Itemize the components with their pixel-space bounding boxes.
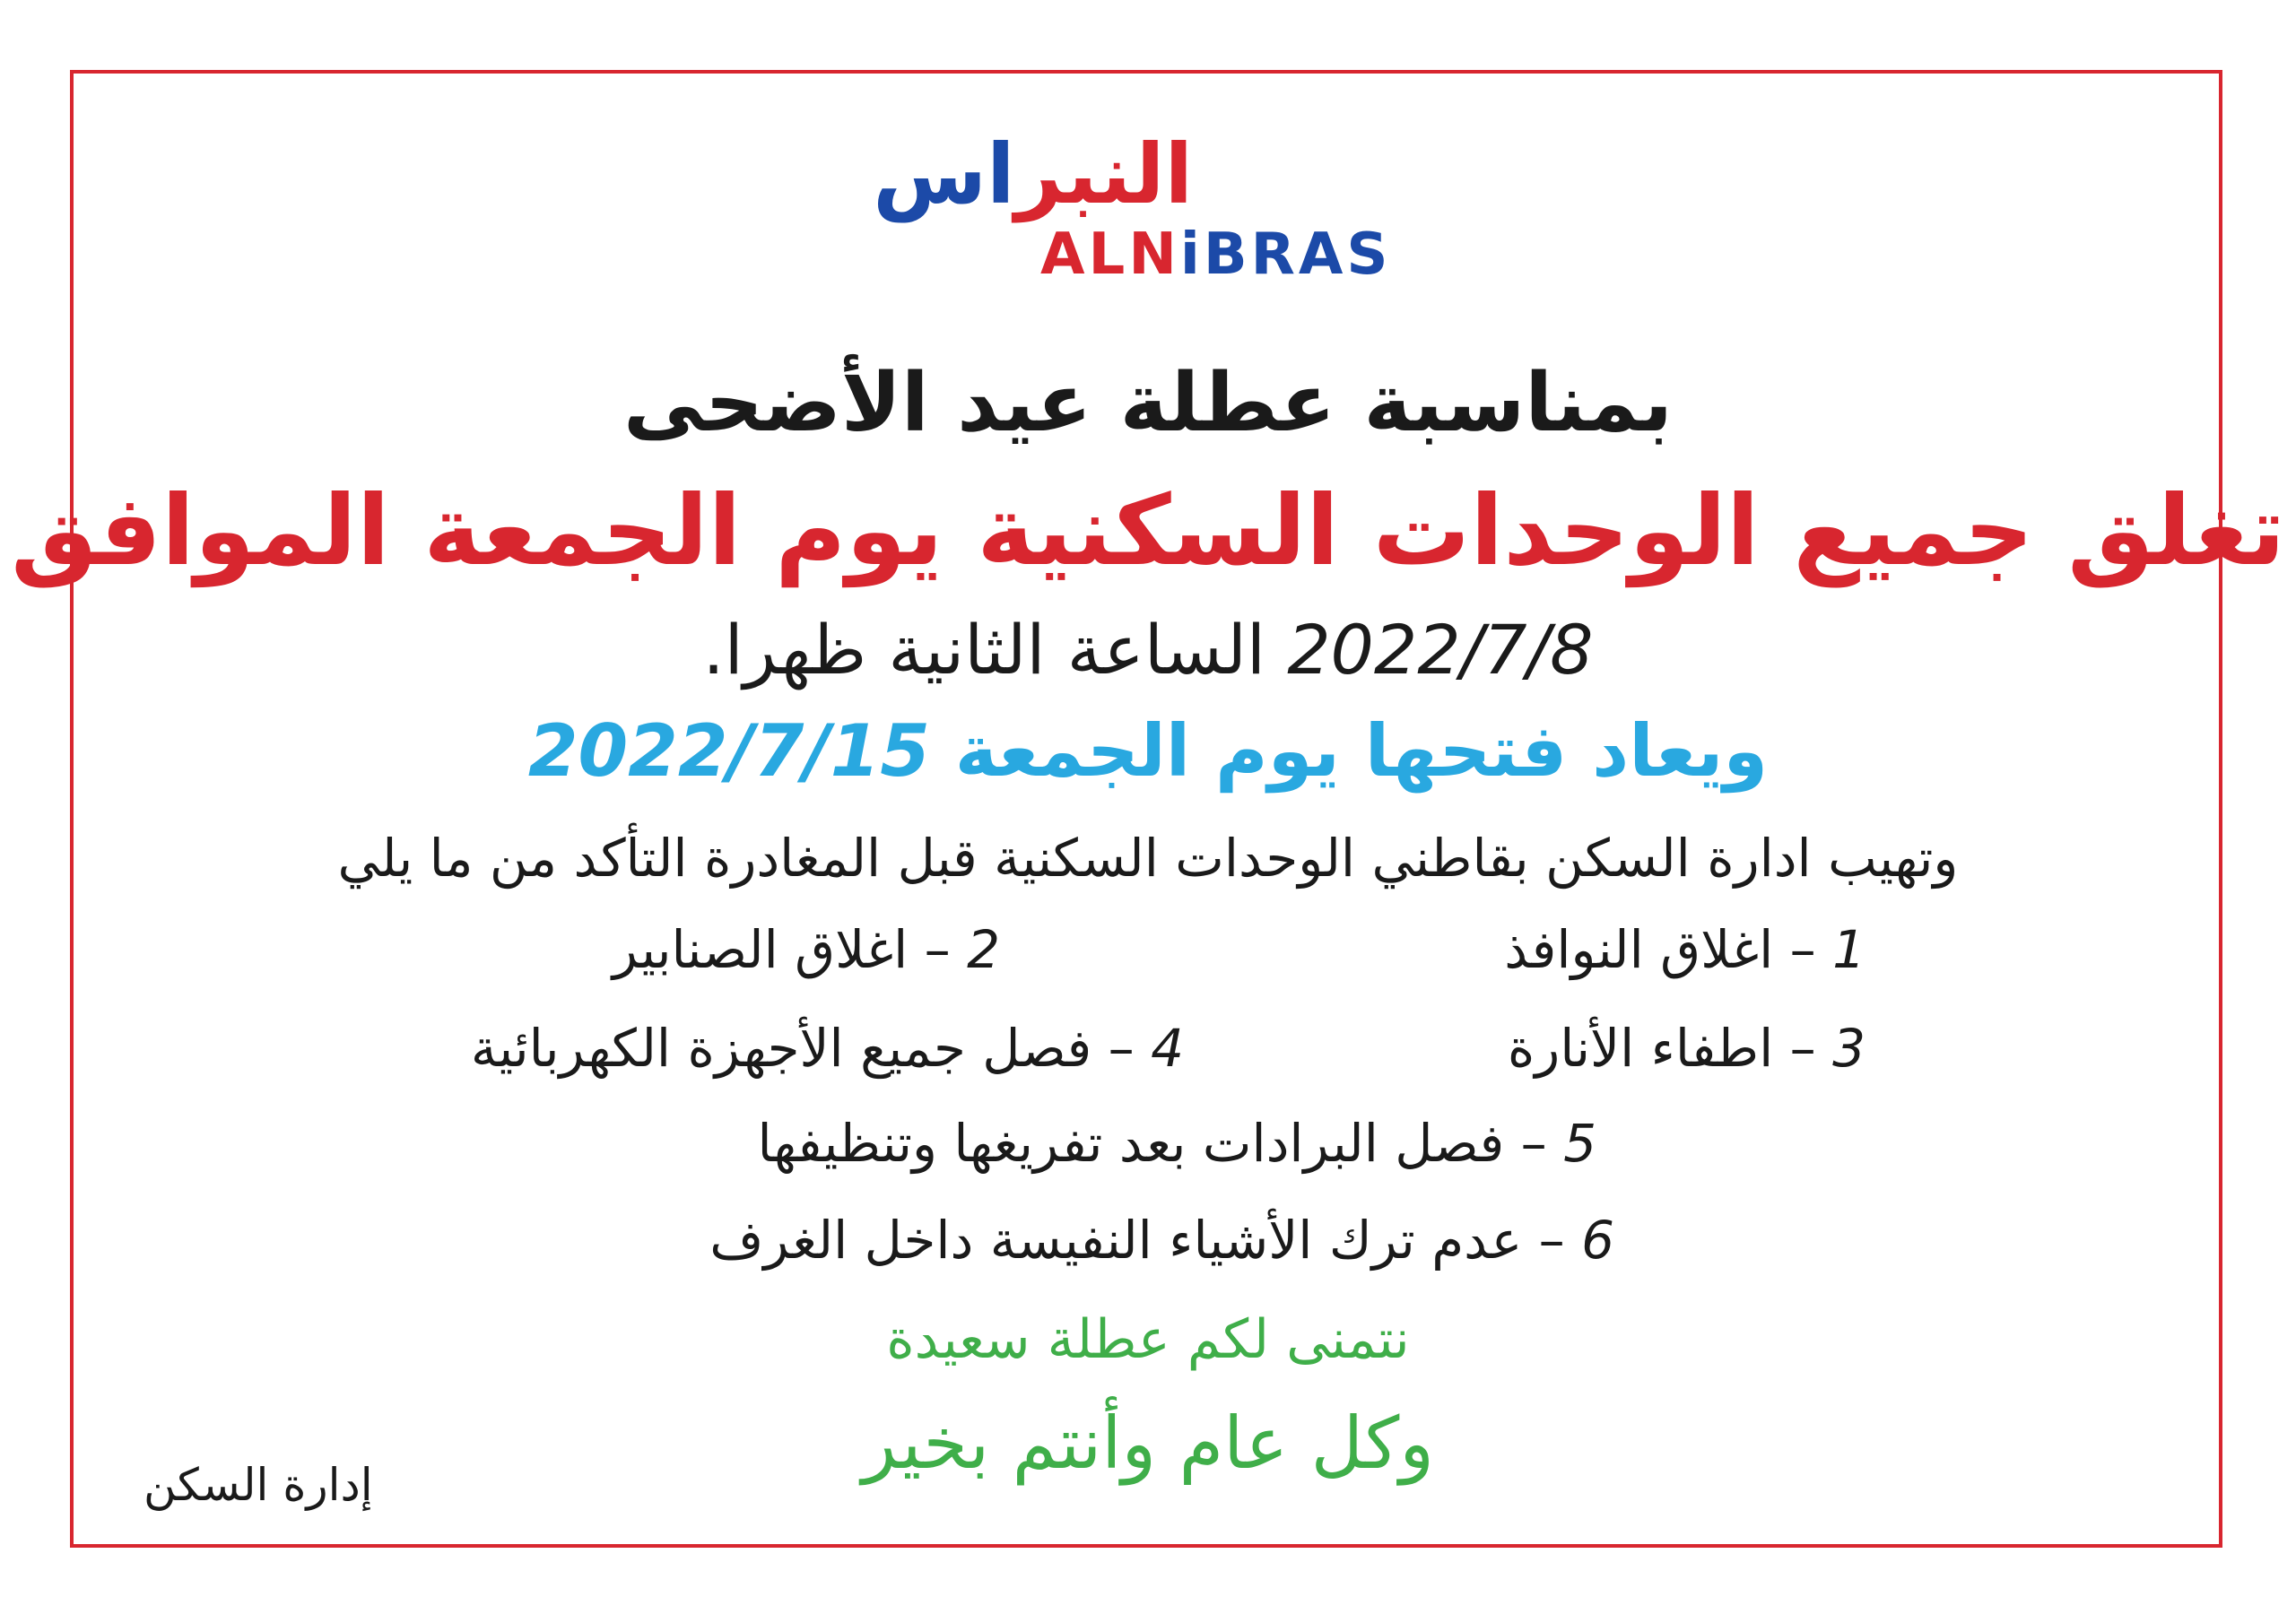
reopening-text: ويعاد فتحها يوم الجمعة: [954, 709, 1769, 793]
checklist-item-dash: –: [1789, 1018, 1816, 1079]
checklist-item-text: فصل جميع الأجهزة الكهربائية: [470, 1018, 1092, 1079]
logo-arabic-red-part: النبر: [1014, 126, 1193, 222]
residents-notice: وتهيب ادارة السكن بقاطني الوحدات السكنية قبل المغادرة التأكد من ما يلي: [337, 828, 1959, 889]
logo-english-red-part: ALN: [1040, 221, 1180, 288]
checklist-item-number: 6: [1581, 1210, 1614, 1271]
checklist-item-text: فصل البرادات بعد تفريغها وتنظيفها: [757, 1113, 1505, 1174]
housing-administration-signature: إدارة السكن: [144, 1459, 373, 1511]
checklist-item-dash: –: [1538, 1210, 1565, 1271]
alnibras-logo: [873, 126, 1392, 288]
occasion-title: بمناسبة عطلة عيد الأضحى: [623, 356, 1673, 450]
checklist-item: [1504, 916, 1866, 983]
checklist-item-dash: –: [1108, 1018, 1135, 1079]
closure-time: الساعة الثانية ظهرا.: [702, 610, 1266, 690]
checklist-item: [613, 916, 1000, 983]
logo-arabic-blue-part: اس: [873, 126, 1015, 222]
holiday-wish: نتمنى لكم عطلة سعيدة: [886, 1308, 1410, 1371]
checklist-item-text: اغلاق النوافذ: [1504, 919, 1774, 980]
checklist-item-dash: –: [1520, 1113, 1547, 1174]
checklist-item: [471, 1015, 1184, 1081]
logo-english-wordmark: [1040, 222, 1399, 287]
reopening-date: 2022/7/15: [527, 709, 930, 793]
checklist-item-text: اغلاق الصنابير: [612, 919, 909, 980]
checklist-item: [709, 1207, 1614, 1273]
checklist-item: [758, 1110, 1596, 1176]
checklist-item-number: 1: [1832, 919, 1866, 980]
logo-arabic-wordmark: [873, 126, 1193, 224]
reopening-line: [0, 708, 2296, 794]
checklist-item-dash: –: [1789, 919, 1816, 980]
checklist-item-text: عدم ترك الأشياء النفيسة داخل الغرف: [709, 1210, 1523, 1271]
checklist-item-number: 5: [1563, 1113, 1596, 1174]
logo-english-blue-part: iBRAS: [1179, 221, 1392, 288]
closure-date: 2022/7/8: [1287, 610, 1594, 690]
holiday-greeting: وكل عام وأنتم بخير: [862, 1402, 1434, 1485]
checklist-item-number: 2: [967, 919, 1000, 980]
closure-date-line: [0, 610, 2296, 690]
checklist-item-text: اطفاء الأنارة: [1507, 1018, 1774, 1079]
checklist-item-number: 4: [1151, 1018, 1184, 1079]
checklist-item-number: 3: [1832, 1018, 1866, 1079]
closure-headline: تغلق جميع الوحدات السكنية يوم الجمعة الموافق: [10, 475, 2286, 587]
checklist-item: [1508, 1015, 1866, 1081]
checklist-item-dash: –: [924, 919, 951, 980]
